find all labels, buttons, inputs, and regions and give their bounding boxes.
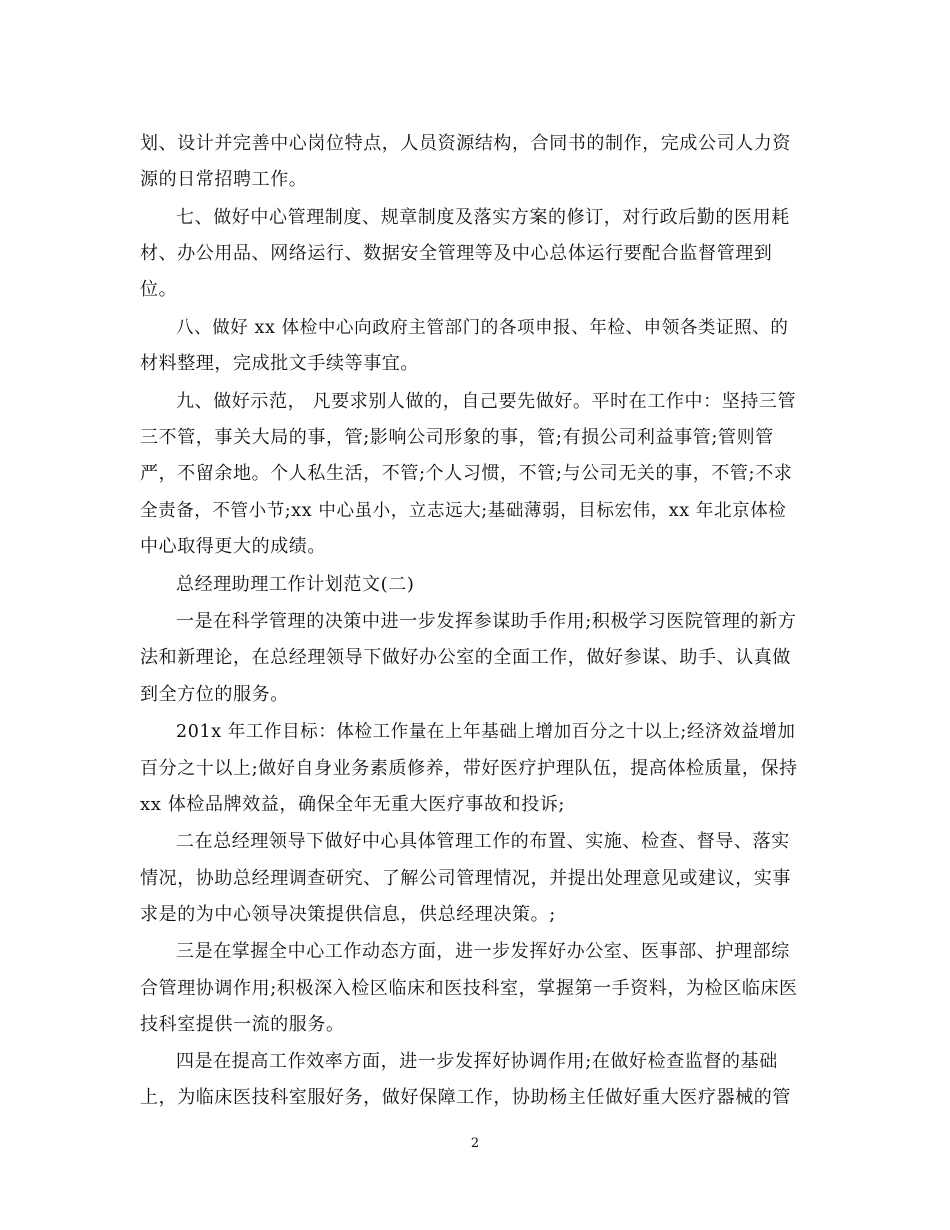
text-line: 上，为临床医技科室服好务，做好保障工作，协助杨主任做好重大医疗器械的管 [140, 1087, 791, 1108]
text-line: 七、做好中心管理制度、规章制度及落实方案的修订，对行政后勤的医用耗 [176, 207, 790, 228]
text-line: 划、设计并完善中心岗位特点，人员资源结构，合同书的制作，完成公司人力资 [140, 133, 791, 154]
text-line: 九、做好示范， 凡要求别人做的，自己要先做好。平时在工作中：坚持三管 [176, 391, 797, 412]
text-line: 合管理协调作用;积极深入检区临床和医技科室，掌握第一手资料，为检区临床医 [140, 978, 798, 999]
text-line: 位。 [140, 279, 178, 300]
text-line: 中心取得更大的成绩。 [140, 536, 326, 557]
text-line: 四是在提高工作效率方面，进一步发挥好协调作用;在做好检查监督的基础 [176, 1051, 778, 1072]
text-line: 技科室提供一流的服务。 [140, 1014, 345, 1035]
text-line: 一是在科学管理的决策中进一步发挥参谋助手作用;积极学习医院管理的新方 [176, 611, 797, 632]
page-number: 2 [470, 1136, 480, 1151]
text-line: 三是在掌握全中心工作动态方面，进一步发挥好办公室、医事部、护理部综 [176, 941, 790, 962]
text-line: 情况，协助总经理调查研究、了解公司管理情况，并提出处理意见或建议，实事 [140, 868, 791, 889]
text-line: 求是的为中心领导决策提供信息，供总经理决策。; [140, 904, 556, 925]
text-line: 源的日常招聘工作。 [140, 169, 308, 190]
text-line: 严，不留余地。个人私生活，不管;个人习惯，不管;与公司无关的事，不管;不求 [140, 463, 793, 484]
text-line: 八、做好 xx 体检中心向政府主管部门的各项申报、年检、申领各类证照、的 [176, 318, 789, 338]
section-heading: 总经理助理工作计划范文(二) [176, 574, 415, 595]
text-line: xx 体检品牌效益，确保全年无重大医疗事故和投诉; [140, 794, 566, 815]
text-line: 材、办公用品、网络运行、数据安全管理等及中心总体运行要配合监督管理到 [140, 243, 773, 264]
text-line: 全责备，不管小节;xx 中心虽小，立志远大;基础薄弱，目标宏伟，xx 年北京体检 [140, 501, 787, 521]
text-line: 201x 年工作目标：体检工作量在上年基础上增加百分之十以上;经济效益增加 [176, 722, 796, 742]
text-line: 百分之十以上;做好自身业务素质修养，带好医疗护理队伍，提高体检质量，保持 [140, 758, 798, 779]
text-line: 材料整理，完成批文手续等事宜。 [140, 353, 419, 374]
text-line: 到全方位的服务。 [140, 684, 289, 705]
text-line: 法和新理论，在总经理领导下做好办公室的全面工作，做好参谋、助手、认真做 [140, 647, 791, 668]
text-line: 二在总经理领导下做好中心具体管理工作的布置、实施、检查、督导、落实 [176, 831, 790, 852]
text-line: 三不管，事关大局的事，管;影响公司形象的事，管;有损公司利益事管;管则管 [140, 427, 774, 448]
